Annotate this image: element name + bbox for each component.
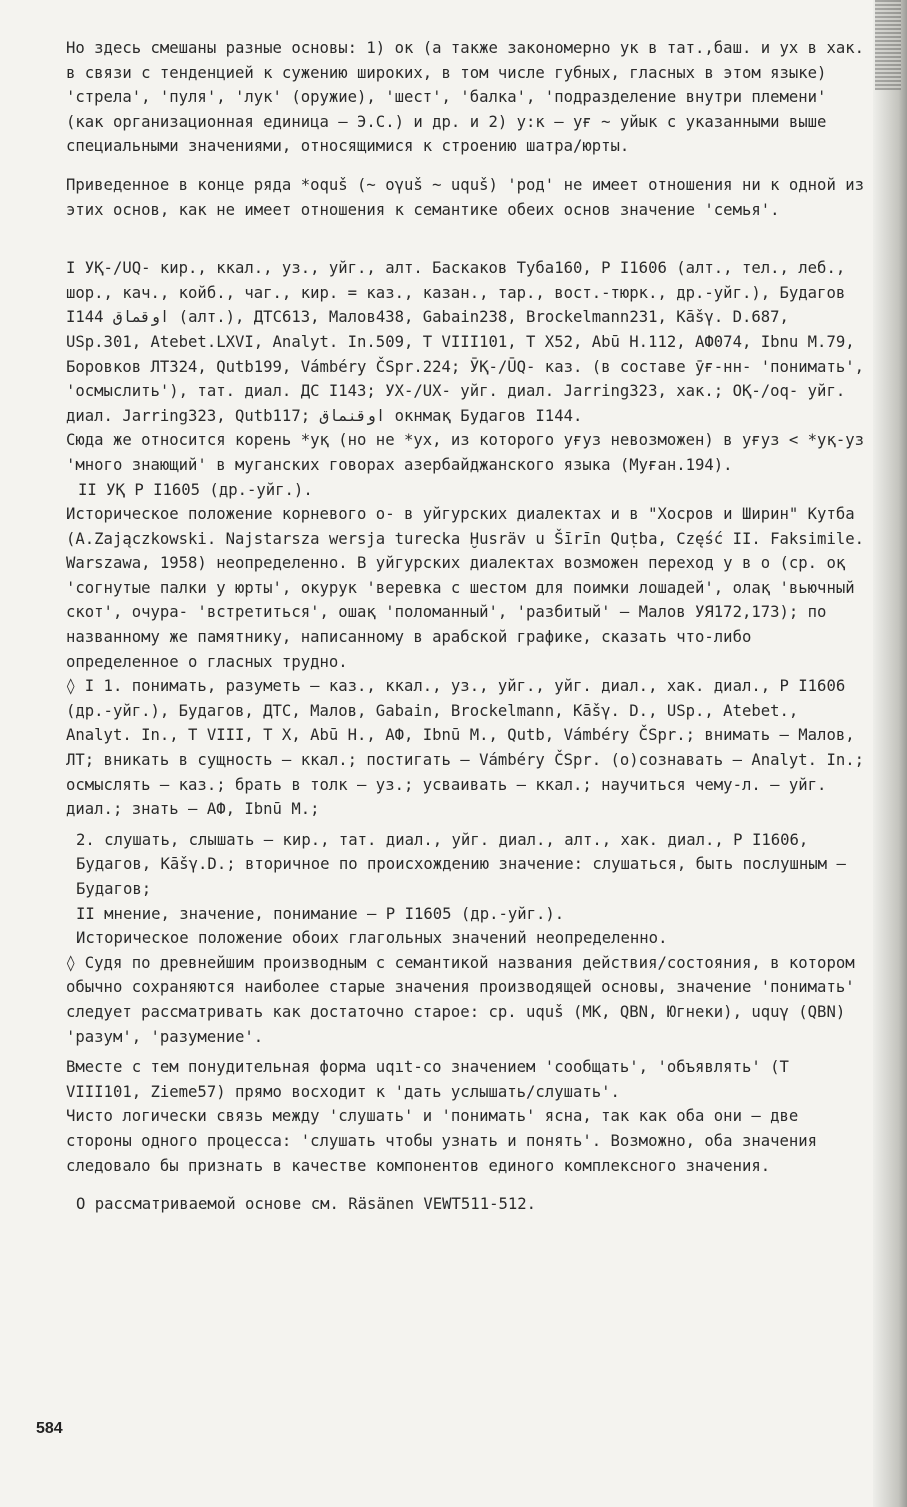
scan-edge-shadow [875,0,901,90]
paragraph-root-one-sources: I УҚ-/UQ- кир., ккал., уз., уйг., алт. Баскаков Туба160, Р I1606 (алт., тел., леб., шор., кач., койб., чаг., кир. = каз., казан., тар., вост.-тюрк., др.-уйг.), Будагов I144 اوقماق (алт.), ДТС613, Малов438, Gabain238, Brockelmann231, Kāšγ. D.687, USp.301, Atebet.LXVI, Analyt. In.509, T VIII101, T X52, Abū H.112, АФ074, Ibnu M.79, Боровков ЛТ324, Qutb199, Vámbéry ČSpr.224; ӮҚ-/ŪQ- каз. (в составе ӯғ-нн- 'понимать', 'осмыслить'), тат. диал. ДС I143; УХ-/UX- уйг. диал. Jarring323, хак.; ОҚ-/oq- уйг. диал. Jarring323, Qutb117; اوقنماق окнмақ Будагов I144. [66,259,864,425]
paragraph-root-two: II УҚ Р I1605 (др.-уйг.). [78,480,313,499]
paragraph-uguz-root: Сюда же относится корень *уқ (но не *ух, из которого уғуз невозможен) в уғуз < *уқ-уз 'много знающий' в муганских говорах азербайджанского языка (Муған.194). [66,431,864,474]
paragraph-meaning-understand: ◊ I 1. понимать, разуметь – каз., ккал., уз., уйг., уйг. диал., хак. диал., Р I1606 (др.-уйг.), Будагов, ДТС, Малов, Gabain, Brockelmann, Kāšγ. D., USp., Atebet., Analyt. In., T VIII, T X, Abū H., АФ, Ibnū M., Qutb, Vámbéry ČSpr.; внимать – Малов, ЛТ; вникать в сущность – ккал.; постигать – Vámbéry ČSpr. (о)сознавать – Analyt. In.; осмыслять – каз.; брать в толк – уз.; усваивать – ккал.; научиться чему-л. – уйг. диал.; знать – АФ, Ibnū M.; [66,677,864,819]
paragraph-meaning-opinion: II мнение, значение, понимание – Р I1605 (др.-уйг.). [76,904,565,923]
paragraph-logical-link: Чисто логически связь между 'слушать' и 'понимать' ясна, так как оба они – две стороны одного процесса: 'слушать чтобы узнать и понять'. Возможно, оба значения следовало бы признать в качестве компонентов единого комплексного значения. [66,1107,818,1175]
paragraph-stems-mixed: Но здесь смешаны разные основы: 1) ок (а также закономерно ук в тат.,баш. и ух в хак. в связи с тенденцией к сужению широких, в том числе губных, гласных в этом языке) 'стрела', 'пуля', 'лук' (оружие), 'шест', 'балка', 'подразделение внутри племени' (как организационная единица – Э.С.) и др. и 2) у:к – уғ ~ уйык с указанными выше специальными значениями, относящимися к строению шатра/юрты. [66,39,864,156]
scan-page-edge [873,0,907,1507]
page-number: 584 [36,1420,63,1437]
paragraph-oqus-note: Приведенное в конце ряда *oquš (~ oγuš ~ uquš) 'род' не имеет отношения ни к одной из этих основ, как не имеет отношения к семантике обеих основ значение 'семья'. [66,175,864,219]
paragraph-oldest-derivatives: ◊ Судя по древнейшим производным с семантикой названия действия/состояния, в котором обычно сохраняются наиболее старые значения производящей основы, значение 'понимать' следует рассматривать как достаточно старое: ср. uquš (МК, QBN, Югнеки), uquγ (QBN) 'разум', 'разумение'. [66,953,855,1046]
paragraph-verbal-meanings: Историческое положение обоих глагольных значений неопределенно. [76,929,668,948]
paragraph-reference: О рассматриваемой основе см. Räsänen VEWT511-512. [76,1195,537,1214]
paragraph-meaning-listen: 2. слушать, слышать – кир., тат. диал., уйг. диал., алт., хак. диал., Р I1606, Будагов, Kāšγ.D.; вторичное по происхождению значение: слушаться, быть послушным – Будагов; [76,830,846,898]
paragraph-causative-form: Вместе с тем понудительная форма uqıt-со значением 'сообщать', 'объявлять' (T VIII101, Zieme57) прямо восходит к 'дать услышать/слушать'. [66,1058,789,1101]
page-body [66,36,866,1217]
paragraph-historical-position: Историческое положение корневого о- в уйгурских диалектах и в "Хосров и Ширин" Кутба (A.Zajączkowski. Najstarsza wersja turecka Ḫusräv u Šīrīn Quṭba, Część II. Faksimile. Warszawa, 1958) неопределенно. В уйгурских диалектах возможен переход у в о (ср. оқ 'согнутые палки у юрты', окурук 'веревка с шестом для поимки лошадей', олақ 'вьючный скот', очура- 'встретиться', ошақ 'поломанный', 'разбитый' – Малов УЯ172,173); по названному же памятнику, написанному в арабской графике, сказать что-либо определенное о гласных трудно. [66,505,864,671]
